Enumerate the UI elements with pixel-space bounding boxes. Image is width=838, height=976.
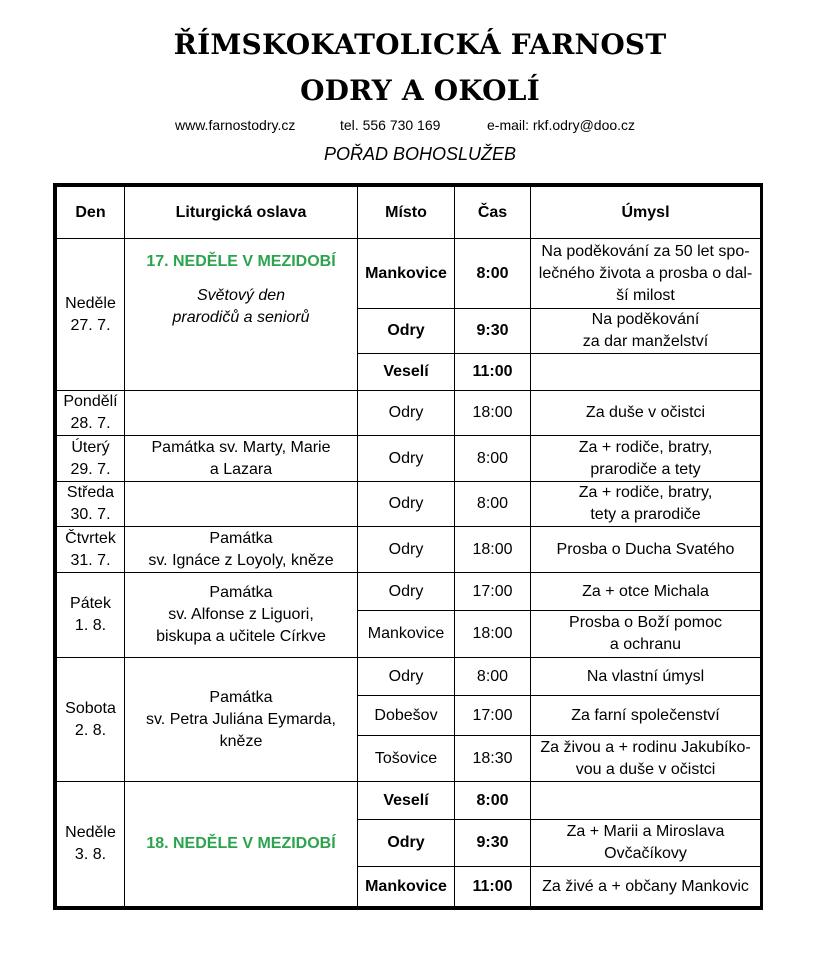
celebration-line: sv. Alfonse z Liguori,	[168, 606, 314, 623]
time-cell: 9:30	[455, 309, 531, 354]
intention-cell	[531, 782, 761, 820]
celebration-line: Památka	[209, 584, 273, 601]
col-header-day: Den	[57, 187, 125, 239]
day-name: Sobota	[65, 699, 116, 717]
day-name: Neděle	[65, 824, 116, 841]
website-link[interactable]: www.farnostodry.cz	[175, 117, 296, 133]
celebration-cell	[125, 239, 358, 391]
day-name: Čtvrtek	[65, 529, 116, 547]
intention-cell	[531, 736, 761, 782]
intention-cell	[531, 354, 761, 391]
day-date: 2. 8.	[74, 721, 107, 739]
celebration-cell	[125, 573, 358, 658]
celebration-note: prarodičů a seniorů	[172, 309, 310, 326]
celebration-note: Světový den	[196, 287, 286, 304]
day-cell	[57, 573, 125, 658]
intention-cell: Prosba o Ducha Svatého	[531, 527, 761, 573]
time-cell: 11:00	[455, 354, 531, 391]
intention-cell	[531, 436, 761, 482]
day-cell	[57, 436, 125, 482]
time-cell: 8:00	[455, 782, 531, 820]
table-row	[57, 482, 761, 527]
time-cell: 11:00	[455, 867, 531, 907]
email-address[interactable]: e-mail: rkf.odry@doo.cz	[487, 117, 636, 133]
day-cell	[57, 239, 125, 391]
intention-line: Na poděkování	[591, 311, 700, 328]
place-cell: Mankovice	[358, 867, 455, 907]
intention-line: za dar manželství	[582, 333, 709, 350]
schedule-table-frame	[53, 183, 763, 910]
intention-cell	[531, 239, 761, 309]
intention-line: ší milost	[616, 286, 675, 304]
day-name: Středa	[66, 484, 115, 501]
table-row	[57, 573, 761, 611]
phone-number: tel. 556 730 169	[340, 117, 441, 133]
header-row	[57, 187, 761, 239]
celebration-cell	[125, 482, 358, 527]
intention-line: Za + rodiče, bratry,	[578, 438, 713, 456]
intention-line: Za + Marii a Miroslava	[566, 823, 725, 840]
table-row	[57, 436, 761, 482]
place-cell: Odry	[358, 436, 455, 482]
place-cell: Veselí	[358, 354, 455, 391]
parish-title: ŘÍMSKOKATOLICKÁ FARNOST	[173, 28, 667, 61]
celebration-cell	[125, 658, 358, 782]
celebration-line: biskupa a učitele Církve	[156, 628, 326, 645]
intention-line: Ovčačíkovy	[604, 845, 687, 862]
place-cell: Odry	[358, 573, 455, 611]
place-cell: Odry	[358, 820, 455, 867]
intention-line: vou a duše v očistci	[575, 760, 716, 778]
time-cell: 17:00	[455, 573, 531, 611]
intention-line: Za živou a + rodinu Jakubíko-	[540, 738, 751, 756]
intention-cell: Za živé a + občany Mankovic	[531, 867, 761, 907]
schedule-table	[56, 186, 761, 907]
intention-line: Prosba o Boží pomoc	[569, 614, 722, 631]
day-name: Pátek	[70, 595, 111, 612]
time-cell: 9:30	[455, 820, 531, 867]
day-name: Úterý	[71, 438, 110, 456]
place-cell: Odry	[358, 527, 455, 573]
day-cell	[57, 482, 125, 527]
place-cell: Odry	[358, 391, 455, 436]
table-row	[57, 527, 761, 573]
celebration-line: Památka sv. Marty, Marie	[151, 438, 331, 456]
time-cell: 17:00	[455, 696, 531, 736]
time-cell: 8:00	[455, 482, 531, 527]
celebration-title: 18. NEDĚLE V MEZIDOBÍ	[125, 782, 358, 907]
col-header-celebration: Liturgická oslava	[125, 187, 358, 239]
celebration-cell	[125, 527, 358, 573]
day-name: Neděle	[65, 294, 116, 312]
celebration-line: a Lazara	[209, 460, 273, 478]
celebration-line: Památka	[209, 688, 273, 706]
intention-cell	[531, 482, 761, 527]
celebration-title: 17. NEDĚLE V MEZIDOBÍ	[146, 253, 336, 270]
time-cell: 8:00	[455, 436, 531, 482]
place-cell: Tošovice	[358, 736, 455, 782]
intention-cell: Za farní společenství	[531, 696, 761, 736]
day-date: 3. 8.	[74, 846, 107, 863]
table-row	[57, 239, 761, 309]
celebration-line: sv. Petra Juliána Eymarda,	[145, 710, 336, 728]
day-date: 31. 7.	[70, 551, 111, 569]
col-header-intention: Úmysl	[531, 187, 761, 239]
place-cell: Veselí	[358, 782, 455, 820]
time-cell: 18:00	[455, 391, 531, 436]
col-header-time: Čas	[455, 187, 531, 239]
celebration-line: Památka	[209, 529, 273, 547]
day-date: 30. 7.	[70, 506, 111, 523]
table-row	[57, 391, 761, 436]
intention-cell	[531, 309, 761, 354]
intention-line: tety a prarodiče	[590, 506, 701, 523]
day-date: 28. 7.	[70, 415, 111, 432]
day-cell	[57, 782, 125, 907]
intention-cell: Na vlastní úmysl	[531, 658, 761, 696]
table-row	[57, 658, 761, 696]
intention-line: Za + rodiče, bratry,	[578, 484, 713, 501]
celebration-cell	[125, 436, 358, 482]
place-cell: Odry	[358, 658, 455, 696]
intention-line: prarodiče a tety	[590, 460, 701, 478]
place-cell: Dobešov	[358, 696, 455, 736]
day-name: Pondělí	[63, 393, 118, 410]
intention-cell: Za + otce Michala	[531, 573, 761, 611]
intention-cell: Za duše v očistci	[531, 391, 761, 436]
intention-cell	[531, 611, 761, 658]
col-header-place: Místo	[358, 187, 455, 239]
celebration-cell	[125, 391, 358, 436]
day-date: 29. 7.	[70, 460, 111, 478]
day-cell	[57, 527, 125, 573]
time-cell: 18:30	[455, 736, 531, 782]
place-cell: Odry	[358, 482, 455, 527]
intention-line: lečného života a prosba o dal-	[538, 264, 753, 282]
celebration-line: sv. Ignáce z Loyoly, kněze	[148, 551, 334, 569]
day-cell	[57, 658, 125, 782]
intention-cell	[531, 820, 761, 867]
parish-subtitle: ODRY A OKOLÍ	[300, 74, 540, 107]
day-date: 27. 7.	[70, 316, 111, 334]
time-cell: 8:00	[455, 658, 531, 696]
time-cell: 18:00	[455, 527, 531, 573]
intention-line: Na poděkování za 50 let spo-	[541, 242, 750, 260]
intention-line: a ochranu	[609, 636, 682, 653]
table-row	[57, 782, 761, 820]
day-date: 1. 8.	[74, 617, 107, 634]
contact-line	[0, 117, 838, 137]
time-cell: 18:00	[455, 611, 531, 658]
place-cell: Odry	[358, 309, 455, 354]
place-cell: Mankovice	[358, 239, 455, 309]
time-cell: 8:00	[455, 239, 531, 309]
schedule-heading: POŘAD BOHOSLUŽEB	[323, 144, 517, 164]
place-cell: Mankovice	[358, 611, 455, 658]
day-cell	[57, 391, 125, 436]
celebration-line: kněze	[219, 732, 263, 750]
